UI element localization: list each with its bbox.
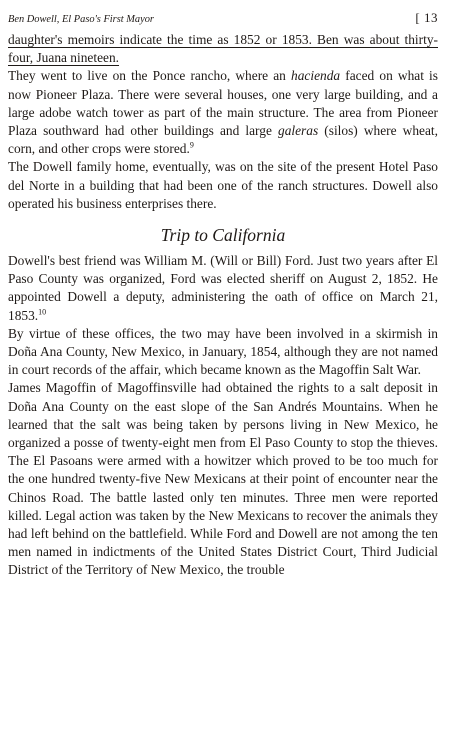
- text-run: The Dowell family home, eventually, was on the site of the present Hotel Paso del Norte in a building that had been one of the ranch structures. Dowell also operated his business enterprises there.: [8, 159, 438, 211]
- text-run: By virtue of these offices, the two may have been involved in a skirmish in Doña Ana County, New Mexico, in January, 1854, although they are not named in court records of the affair, which became known as the Magoffin Salt War.: [8, 325, 438, 378]
- paragraph: [8, 67, 438, 158]
- paragraph: [8, 158, 438, 213]
- section-heading: Trip to California: [160, 225, 286, 246]
- text-run: faced on what is now Pioneer Plaza. There were several houses, one very large building, and a large adobe watch tower as part of the main structure. The area from Pioneer Plaza southward had other buildings and large: [8, 68, 438, 139]
- text-run: James Magoffin of Magoffinsville had obtained the rights to a salt deposit in Doña Ana County on the east slope of the San Andrés Mountains. When he learned that the salt was being taken by persons living in New Mexico, he organized a posse of twenty-eight men from El Paso County to stop the thieves. The El Pasoans were armed with a howitzer which proved to be too much for the one hundred twenty-five New Mexicans at their point of encounter near the Chinos Road. The battle lasted only ten minutes. Three men were reported killed. Legal action was taken by the New Mexicans to recover the animals they had left behind on the battlefield. While Ford and Dowell are not among the ten men named in indictments of the United States District Court, Third Judicial District of the Territory of New Mexico, the trouble: [8, 380, 438, 578]
- paragraph: [8, 31, 438, 67]
- italic-term: galeras: [278, 123, 319, 139]
- italic-term: hacienda: [291, 68, 341, 84]
- paragraph: [8, 379, 438, 579]
- intro-body: [8, 31, 438, 213]
- paragraph: [8, 252, 438, 325]
- running-header: [8, 10, 438, 27]
- underlined-text: daughter's memoirs indicate the time as 1852 or 1853. Ben was about thirty-four, Juana nineteen.: [8, 32, 438, 66]
- page-number: [ 13: [415, 10, 438, 25]
- text-run: (silos) where wheat, corn, and other crops were stored.: [8, 123, 438, 157]
- footnote-marker: 10: [38, 307, 47, 317]
- text-run: Dowell's best friend was William M. (Will or Bill) Ford. Just two years after El Paso County was organized, Ford was elected sheriff on August 2, 1852. He appointed Dowell a deputy, administering the oath of office on March 21, 1853.: [8, 253, 438, 323]
- paragraph: [8, 325, 438, 380]
- section-body: [8, 252, 438, 580]
- running-title: Ben Dowell, El Paso's First Mayor: [8, 14, 154, 25]
- text-run: They went to live on the Ponce rancho, where an: [8, 68, 292, 84]
- footnote-marker: 9: [189, 140, 194, 150]
